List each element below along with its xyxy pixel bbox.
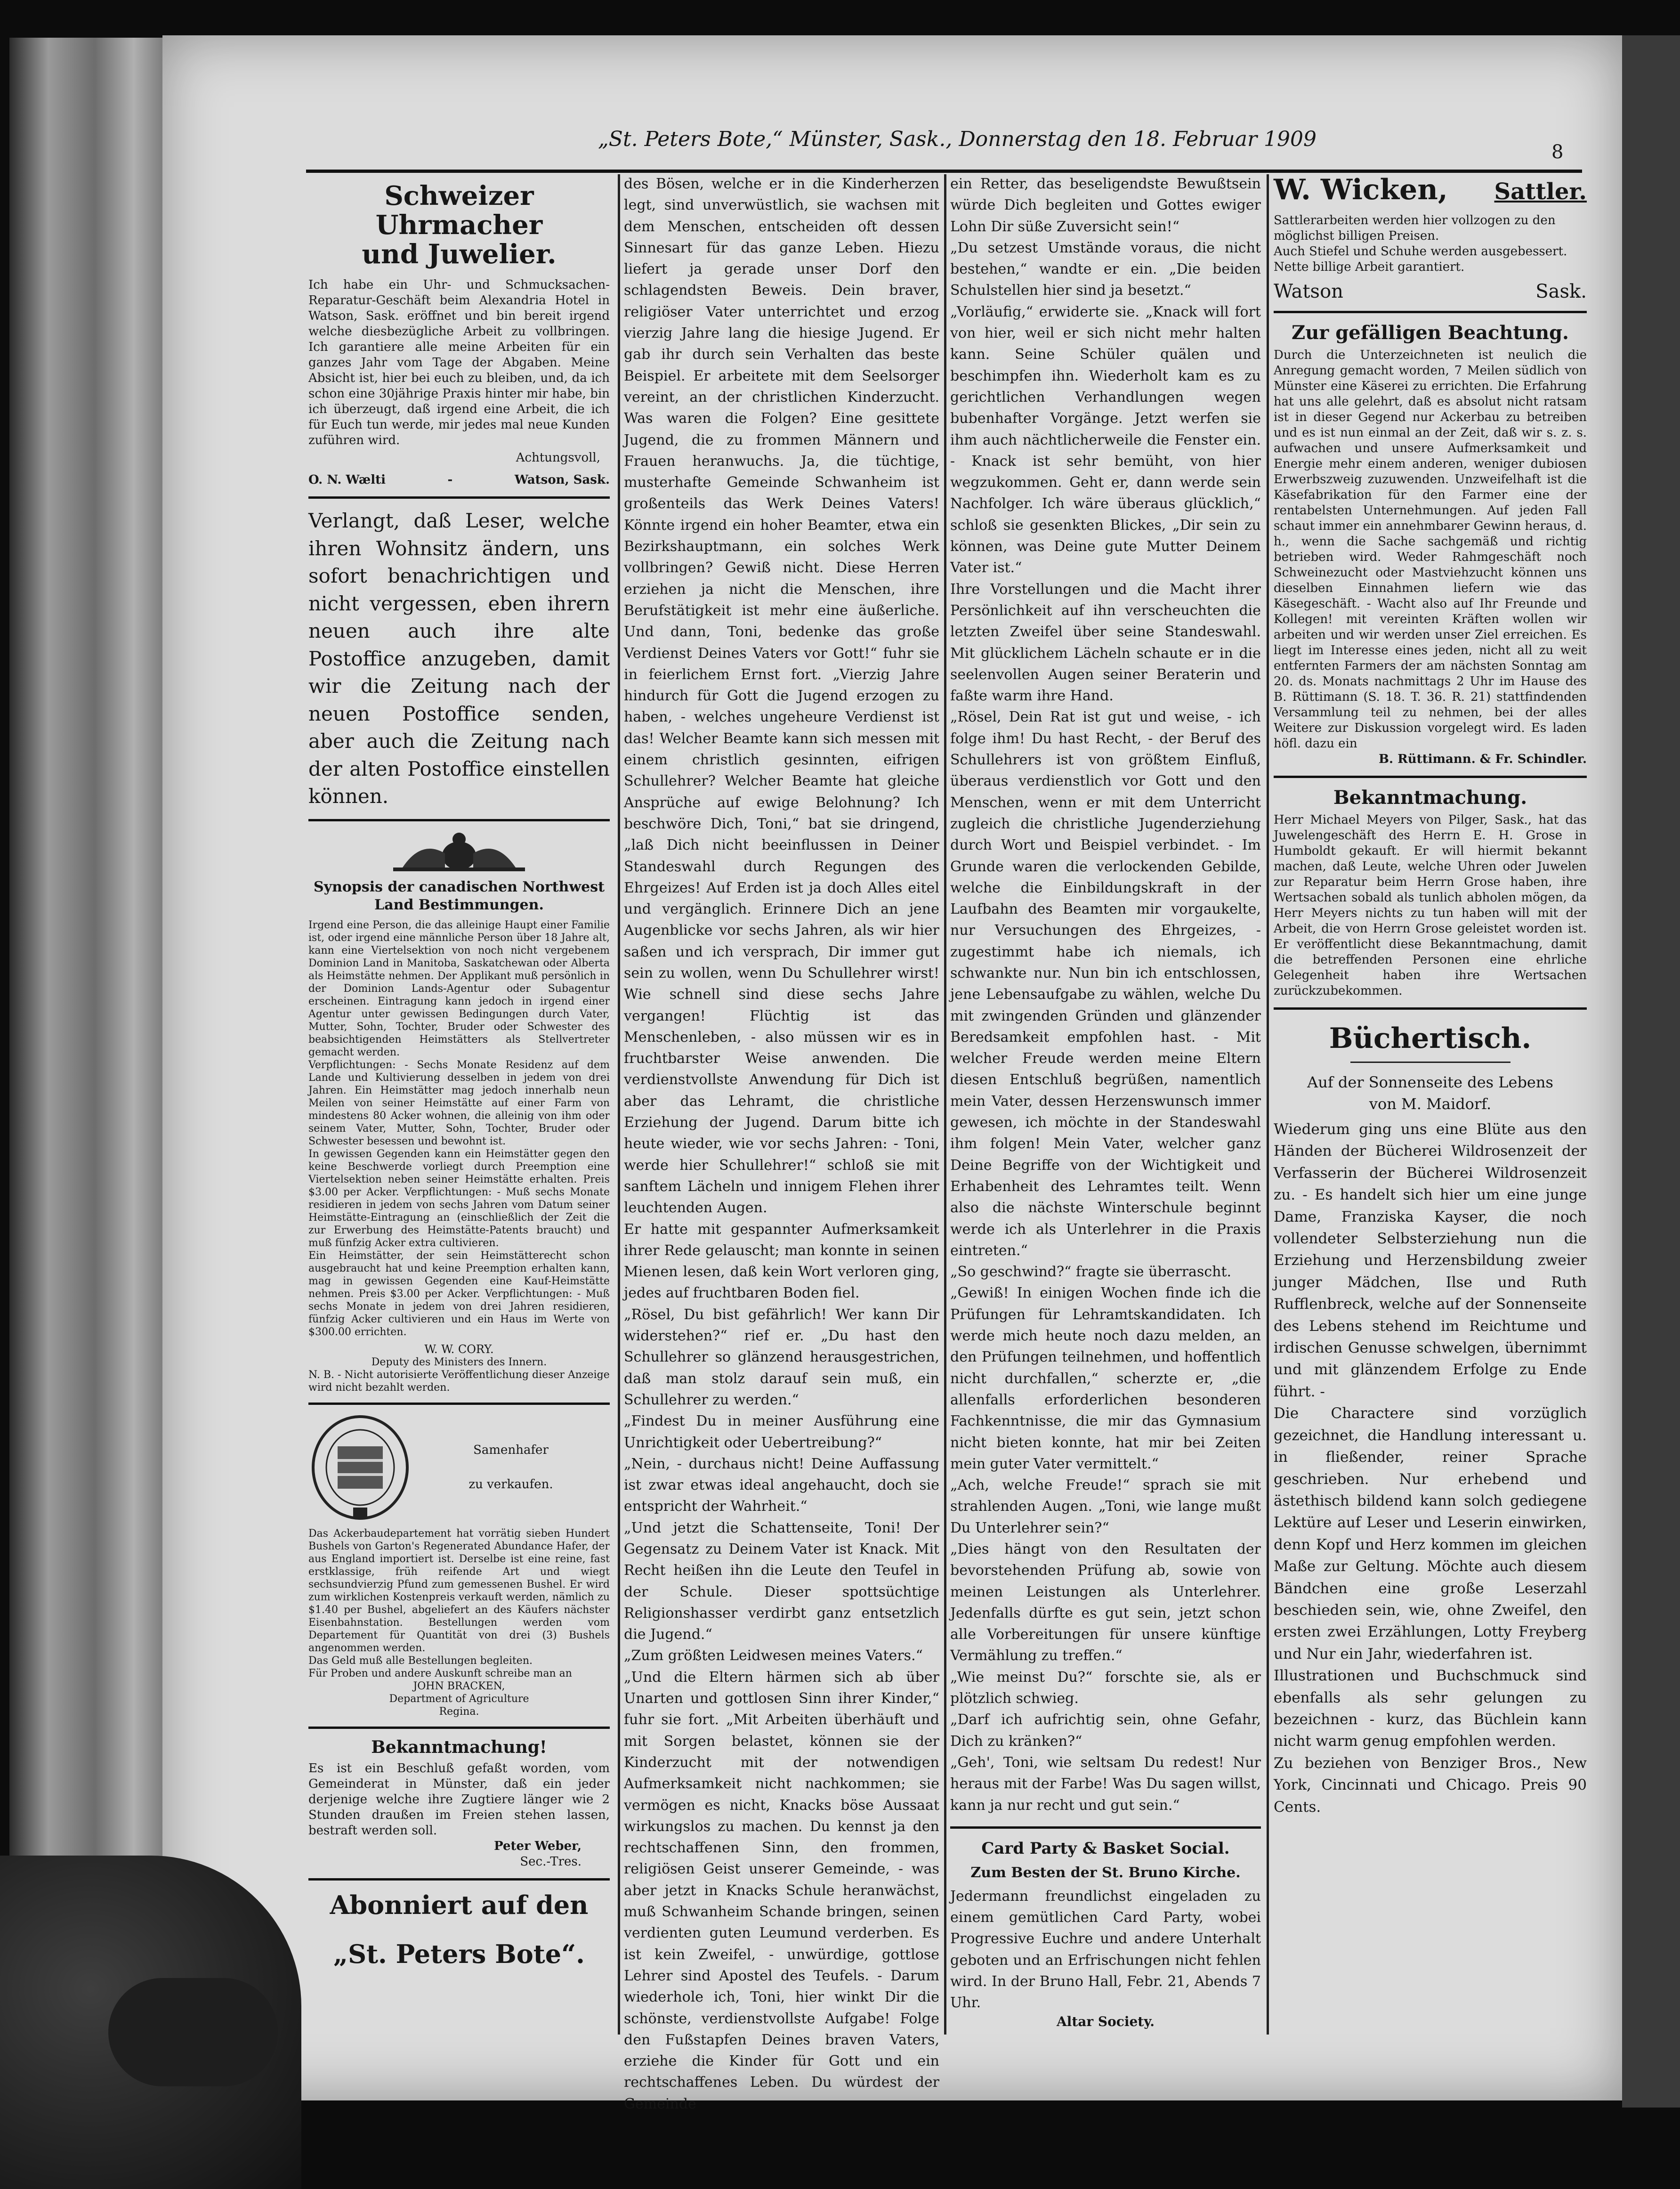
divider-rule [308,1727,610,1729]
column-divider-3 [1267,174,1269,2035]
bekanntmachung2-heading: Bekanntmachung. [1333,786,1527,809]
wicken-trade: Sattler. [1494,178,1587,205]
divider-rule [308,1403,610,1405]
card-party-heading: Card Party & Basket Social. [981,1839,1230,1858]
story-text-col2: des Bösen, welche er in die Kinderherzen legt, sind unverwüstlich, sie wachsen mit dem Menschen, entscheiden oft dessen Sinnesart für das ganze Leben. Hiezu liefert ja gerade unser Dorf den schlagendsten Beweis. Dein braver, religiöser Vater unterrichtet und erzog vierzig Jahre lang die hiesige Jugend. Er gab ihr durch sein Verhalten das beste Beispiel. Er arbeitete mit dem Seelsorger vereint, an der christlichen Kinderzucht. Was waren die Folgen? Eine gesittete Jugend, die zu frommen Männern und Frauen heranwuchs. Ja, die tüchtige, musterhafte Gemeinde Schwanheim ist großenteils das Werk Deines Vaters! Könnte irgend ein hoher Beamter, etwa ein Bezirkshauptmann, ein solches Werk vollbringen? Gewiß nicht. Diese Herren erziehen ja nicht die Menschen, ihre Berufstätigkeit ist mehr eine äußerliche. Und dann, Toni, bedenke das große Verdienst Deines Vaters vor Gott!“ fuhr sie in feierlichem Ernst fort. „Vierzig Jahre hindurch für Gott die Jugend erzogen zu haben, - welches ungeheure Verdienst ist das! Welcher Beamte kann sich messen mit einem christlich gesinnten, eifrigen Schullehrer? Welcher Beamte hat gleiche Ansprüche auf ewige Belohnung? Ich beschwöre Dich, Toni,“ bat sie dringend, „laß Dich nicht beeinflussen in Deiner Standeswahl durch Regungen des Ehrgeizes! Auf Erden ist ja doch Alles eitel und vergänglich. Erinnere Dich an jene Augenblicke vor sechs Jahren, als wir hier saßen und ich versprach, Dir immer gut sein zu wollen, wenn Du Schullehrer wirst! Wie schnell sind diese sechs Jahre vergangen! Flüchtig ist das Menschenleben, - also müssen wir es in fruchtbarster Weise anwenden. Die verdienstvollste Anwendung für Dich ist aber das Lehramt, die christliche Erziehung der Jugend. Darum bitte ich heute wieder, wie vor sechs Jahren: - Toni, werde hier Schullehrer!“ schloß sie mit sanftem Lächeln und innigem Flehen ihrer leuchtenden Augen. Er hatte mit gespannter Aufmerksamkeit ihrer Rede gelauscht; man konnte in seinen Mienen lesen, daß kein Wort verloren ging, jedes auf fruchtbaren Boden fiel. „Rösel, Du bist gefährlich! Wer kann Dir widerstehen?“ rief er. „Du hast den Schullehrer so glänzend herausgestrichen, daß man stolz darauf sein muß, ein Schullehrer zu werden.“ „Findest Du in meiner Ausführung eine Unrichtigkeit oder Uebertreibung?“ „Nein, - durchaus nicht! Deine Auffassung ist zwar etwas ideal angehaucht, doch sie entspricht der Wahrheit.“ „Und jetzt die Schattenseite, Toni! Der Gegensatz zu Deinem Vater ist Knack. Mit Recht heißen ihn die Leute den Teufel in der Schule. Dieser spottsüchtige Religionshasser verdirbt ganz entsetzlich die Jugend.“ „Zum größten Leidwesen meines Vaters.“ „Und die Eltern härmen sich ab über Unarten und gottlosen Sinn ihrer Kinder,“ fuhr sie fort. „Mit Arbeiten überhäuft und mit Sorgen belastet, können sie der Kinderzucht mit der notwendigen Aufmerksamkeit nicht nachkommen; sie vermögen es nicht, Knacks böse Aussaat wirkungslos zu machen. Du kennst ja den rechtschaffenen Sinn, den frommen, religiösen Geist unserer Gemeinde, - was aber jetzt in Knacks Schule heranwächst, muß Schwanheim Schande bringen, seinen verdienten guten Leumund verderben. Es ist kein Zweifel, - unwürdige, gottlose Lehrer sind Apostel des Teufels. - Darum wiederhole ich, Toni, hier winkt Dir die schönste, verdienstvollste Aufgabe! Folge den Fußstapfen Deines braven Vaters, erziehe die Kinder für Gott und ein rechtschaffenes Leben. Du würdest der Gemeinde [624,176,939,2112]
column-divider-1 [618,174,620,2035]
verlangt-notice: Verlangt, daß Leser, welche ihren Wohnsitz ändern, uns sofort benachrichtigen und nicht vergessen, eben ihrern neuen auch ihre alte Postoffice anzugeben, damit wir die Zeitung nach der neuen Postoffice senden, aber auch die Zeitung nach der alten Postoffice einstellen können. [308,509,610,808]
short-rule [1350,1062,1510,1063]
watchmaker-signature [308,472,610,488]
column-4 [1274,173,1587,2038]
saskatchewan-seal-icon [308,1413,412,1522]
wicken-place: Watson [1274,281,1343,302]
synopsis-body: Irgend eine Person, die das alleinige Haupt einer Familie ist, oder irgend eine männliche Person über 18 Jahre alt, kann eine Viertelsektion von noch nicht vergebenem Dominion Land in Manitoba, Saskatchewan oder Alberta als Heimstätte nehmen. Der Applikant muß persönlich in der Dominion Lands-Agentur oder Subagentur erscheinen. Eintragung kann jedoch in irgend einer Agentur unter gewissen Bedingungen durch Vater, Mutter, Sohn, Tochter, Bruder oder Schwester des beabsichtigenden Heimstätters als Stellvertreter gemacht werden. Verpflichtungen: - Sechs Monate Residenz auf dem Lande und Kultivierung desselben in jedem von drei Jahren. Ein Heimstätter mag jedoch innerhalb neun Meilen von seiner Heimstätte auf einer Farm von mindestens 80 Acker wohnen, die alleinig von ihm oder seinem Vater, Mutter, Sohn, Tochter, Bruder oder Schwester besessen und bewohnt ist. In gewissen Gegenden kann ein Heimstätter gegen den keine Beschwerde vorliegt durch Preemption eine Viertelsektion neben seiner Heimstätte erhalten. Preis $3.00 per Acker. Verpflichtungen: - Muß sechs Monate residieren in jedem von sechs Jahren vom Datum seiner Heimstätte-Eintragung an (einschließlich der Zeit die zur Erwerbung des Heimstätte-Patents braucht) und muß fünfzig Acker extra cultivieren. Ein Heimstätter, der sein Heimstätterecht schon ausgebraucht hat und keine Preemption erhalten kann, mag in gewissen Gegenden eine Kauf-Heimstätte nehmen. Preis $3.00 per Acker. Verpflichtungen: - Muß sechs Monate in jedem von drei Jahren residieren, fünfzig Acker cultivieren und ein Haus im Werte von $300.00 errichten. [308,919,610,1338]
buechertisch-subtitle: Auf der Sonnenseite des Lebens von M. Maidorf. [1307,1073,1553,1113]
seed-subtitle: zu verkaufen. [468,1477,553,1492]
divider-rule [1274,776,1587,778]
divider-rule [308,1878,610,1881]
wicken-province: Sask. [1535,281,1587,302]
seed-signature: JOHN BRACKEN, [413,1680,505,1692]
seed-ad-title-block [412,1443,610,1492]
bekanntmachung-heading: Bekanntmachung! [371,1737,547,1757]
bekanntmachung-signature: Peter Weber, [494,1839,582,1853]
divider-rule [1274,311,1587,313]
running-title: „St. Peters Bote,“ Münster, Sask., Donnerstag den 18. Februar 1909 [598,127,1317,151]
watchmaker-body: Ich habe ein Uhr- und Schmucksachen-Reparatur-Geschäft beim Alexandria Hotel in Watson, Sask. eröffnet und bin bereit irgend welche diesbezügliche Arbeit zu vollbringen. Ich garantiere alle meine Arbeiten für ein ganzes Jahr vom Tage der Abgaben. Meine Absicht ist, hier bei euch zu bleiben, und, da ich schon eine 30jährige Praxis hinter mir habe, bin ich überzeugt, daß irgend eine Arbeit, die ich für Euch tun werde, mir jedes mal neue Kunden zuführen wird. [308,278,610,447]
synopsis-signature: W. W. CORY. [424,1342,494,1356]
beachtung-signature: B. Rüttimann. & Fr. Schindler. [1379,752,1587,766]
wicken-heading [1274,173,1587,206]
watchmaker-closing: Achtungsvoll, [516,451,600,465]
watchmaker-name: O. N. Wælti [308,473,386,487]
divider-rule [950,1826,1261,1829]
abonniert-line2: „St. Peters Bote“. [333,1938,585,1969]
column-2 [624,173,939,2112]
top-rule [306,170,1582,173]
signature-dash: - [447,473,453,487]
watchmaker-place: Watson, Sask. [514,473,610,487]
watchmaker-heading: Schweizer Uhrmacher und Juwelier. [362,180,557,270]
seed-signature-dept: Department of Agriculture [389,1693,529,1705]
divider-rule [308,819,610,821]
page-number: 8 [1551,141,1564,163]
card-party-body: Jedermann freundlichst eingeladen zu einem gemütlichen Card Party, wobei Progressive Euchre und andere Unterhalt geboten und an Erfrischungen nicht fehlen wird. In der Bruno Hall, Febr. 21, Abends 7 Uhr. [950,1888,1261,2011]
page-stack-edge [9,38,165,2119]
wicken-body: Sattlerarbeiten werden hier vollzogen zu den möglichst billigen Preisen. Auch Stiefel und Schuhe werden ausgebessert. Nette billige Arbeit garantiert. [1274,213,1567,274]
synopsis-heading: Synopsis der canadischen Northwest Land Bestimmungen. [313,878,605,913]
abonniert-line1: Abonniert auf den [330,1889,589,1920]
synopsis-note: N. B. - Nicht autorisierte Veröffentlichung dieser Anzeige wird nicht bezahlt werden. [308,1369,610,1394]
wicken-name: W. Wicken, [1274,173,1448,206]
story-text-col3: ein Retter, das beseligendste Bewußtsein würde Dich begleiten und Gottes ewiger Lohn Dir süße Zuversicht sein!“ „Du setzest Umstände voraus, die nicht bestehen,“ wandte er ein. „Die beiden Schulstellen hier sind ja besetzt.“ „Vorläufig,“ erwiderte sie. „Knack will fort von hier, weil er sich nicht mehr halten kann. Seine Schüler quälen und beschimpfen ihn. Wiederholt kam es zu gerichtlichen Verhandlungen wegen bubenhafter Vorgänge. Jetzt werfen sie ihm auch nächtlicherweile die Fenster ein. - Knack ist sehr bemüht, von hier wegzukommen. Geht er, dann werde sein Nachfolger. Ich wäre überaus glücklich,“ schloß sie gesenkten Blickes, „Dir sein zu können, was Deine gute Mutter Deinem Vater ist.“ Ihre Vorstellungen und die Macht ihrer Persönlichkeit auf ihn verscheuchten die letzten Zweifel über seine Standeswahl. Mit glücklichem Lächeln schaute er in die seelenvollen Augen seiner Beraterin und faßte warm ihre Hand. „Rösel, Dein Rat ist gut und weise, - ich folge ihm! Du hast Recht, - der Beruf des Schullehrers ist von größtem Einfluß, überaus verdienstlich vor Gott und den Menschen, wenn er mit dem Unterricht zugleich die christliche Jugenderziehung durch Wort und Beispiel verbindet. - Im Grunde waren die verlockenden Gebilde, welche die Einbildungskraft in der Laufbahn des Beamten mir vorgaukelte, nur Versuchungen des Ehrgeizes, - zugestimmt habe ich niemals, ich schwankte nur. Nun bin ich entschlossen, jene Lebensaufgabe zu wählen, welche Du mit zwingenden Gründen und glänzender Beredsamkeit empfohlen hast. - Mit welcher Freude werden meine Eltern diesen Entschluß begrüßen, namentlich mein Vater, dessen Herzenswunsch immer gewesen, ich möchte in der Standeswahl ihm folgen! Mein Vater, welcher ganz Deine Begriffe von der Wichtigkeit und Erhabenheit des Lehramtes teilt. Wenn also die nächste Winterschule beginnt werde ich als Unterlehrer in die Praxis eintreten.“ „So geschwind?“ fragte sie überrascht. „Gewiß! In einigen Wochen finde ich die Prüfungen für Lehramtskandidaten. Ich werde mich heute noch dazu melden, an den Prüfungen teilnehmen, und hoffentlich nicht durchfallen,“ scherzte er, „die allenfalls erforderlichen besonderen Fachkenntnisse, die mir das Gymnasium nicht bieten konnte, hat mir bei Zeiten mein guter Vater vermittelt.“ „Ach, welche Freude!“ sprach sie mit strahlenden Augen. „Toni, wie lange mußt Du Unterlehrer sein?“ „Dies hängt von den Resultaten der bevorstehenden Prüfung ab, sowie von meinen Leistungen als Unterlehrer. Jedenfalls dürfte es gut sein, jetzt schon alle Vorbereitungen für unsere künftige Vermählung zu treffen.“ „Wie meinst Du?“ forschte sie, als er plötzlich schwieg. „Darf ich aufrichtig sein, ohne Gefahr, Dich zu kränken?“ „Geh', Toni, wie seltsam Du redest! Nur heraus mit der Farbe! Was Du sagen willst, kann ja nur recht und gut sein.“ [950,176,1261,1814]
synopsis-signature-title: Deputy des Ministers des Innern. [371,1356,547,1368]
crest-icon [308,830,610,875]
seed-ad-header [308,1413,610,1522]
seed-body: Das Ackerbaudepartement hat vorrätig sieben Hundert Bushels von Garton's Regenerated Abundance Hafer, der aus England importiert ist. Derselbe ist eine reine, fast erstklassige, früh reifende Art und wiegt sechsundvierzig Pfund zum gemessenen Bushel. Er wird zum wirklichen Kostenpreis verkauft werden, nämlich zu $1.40 per Bushel, abgeliefert an des Käufers nächster Eisenbahnstation. Bestellungen werden vom Departement für Quantität von drei (3) Bushels angenommen werden. Das Geld muß alle Bestellungen begleiten. Für Proben und andere Auskunft schreibe man an [308,1527,610,1679]
card-party-subtitle: Zum Besten der St. Bruno Kirche. [970,1864,1241,1881]
bekanntmachung2-body: Herr Michael Meyers von Pilger, Sask., hat das Juwelengeschäft des Herrn E. H. Grose in Humboldt gekauft. Er will hiermit bekannt machen, daß Leute, welche Uhren oder Juwelen zur Reparatur beim Herrn Grose haben, ihre Wertsachen sobald als tunlich abholen mögen, da Herr Meyers nichts zu tun haben will mit der Arbeit, die von Herrn Grose geleistet worden ist. Er veröffentlicht diese Bekanntmachung, damit die betreffenden Personen eine ehrliche Gelegenheit haben ihre Wertsachen zurückzubekommen. [1274,813,1587,998]
bekanntmachung-body: Es ist ein Beschluß gefaßt worden, vom Gemeinderat in Münster, daß ein jeder derjenige welche ihre Zugtiere länger wie 2 Stunden draußen im Freien stehen lassen, bestraft werden soll. [308,1761,610,1838]
divider-rule [1274,1007,1587,1010]
buechertisch-body: Wiederum ging uns eine Blüte aus den Händen der Bücherei Wildrosenzeit der Verfasserin der Bücherei Wildrosenzeit zu. - Es handelt sich hier um eine junge Dame, Franziska Kayser, die noch vollendeter Selbsterziehung nun die Erziehung und Herzensbildung zweier junger Mädchen, Ilse und Ruth Rufflenbreck, welche auf der Sonnenseite des Lebens stehend im Reichtume und irdischen Genusse schwelgen, übernimmt und mit glänzendem Erfolge zu Ende führt. - Die Charactere sind vorzüglich gezeichnet, die Handlung interessant u. in fließender, reiner Sprache geschrieben. Nur erhebend und ästethisch bildend kann solch gediegene Lektüre auf Leser und Leserin einwirken, denn Kopf und Herz kommen im gleichen Maße zur Geltung. Möchte auch diesem Bändchen eine große Leserzahl beschieden sein, wie, ohne Zweifel, den ersten zwei Erzählungen, Lotty Freyberg und Nur ein Jahr, wiederfahren ist. Illustrationen und Buchschmuck sind ebenfalls als sehr gelungen zu bezeichnen - kurz, das Büchlein kann nicht warm genug empfohlen werden. Zu beziehen von Benziger Bros., New York, Cincinnati und Chicago. Preis 90 Cents. [1274,1121,1587,1816]
finger-shadow [108,1978,278,2086]
bekanntmachung-signature-title: Sec.-Tres. [520,1854,582,1869]
column-divider-2 [944,174,946,2035]
binding-shadow [1622,35,1680,2108]
seed-title: Samenhafer [473,1443,549,1457]
column-3 [950,173,1261,2038]
card-party-signature: Altar Society. [1056,2013,1155,2029]
column-1 [308,181,610,2037]
buechertisch-heading: Büchertisch. [1329,1022,1532,1055]
beachtung-body: Durch die Unterzeichneten ist neulich die Anregung gemacht worden, 7 Meilen südlich von Münster eine Käserei zu errichten. Die Erfahrung hat uns alle gelehrt, daß es absolut nicht ratsam ist in dieser Gegend nur Ackerbau zu betreiben und es ist nun einmal an der Zeit, daß wir s. z. s. aufwachen und unsere Aufmerksamkeit und Energie mehr einem anderen, weniger dubiosen Erwerbszweig zuzuwenden. Unzweifelhaft ist die Käsefabrikation für den Farmer eine der rentabelsten Unternehmungen. Auf jeden Fall schaut immer ein annehmbarer Gewinn heraus, d. h., wenn die Sache sachgemäß und richtig betrieben wird. Weder Rahmgeschäft noch Schweinezucht oder Mastviehzucht können uns dieselben Einnahmen liefern wie das Käsegeschäft. - Wacht also auf Ihr Freunde und Kollegen! mit vereinten Kräften wollen wir arbeiten und wir werden unser Ziel erreichen. Es liegt im Interesse eines jeden, nicht all zu weit entfernten Farmers der am nächsten Sonntag am 20. ds. Monats nachmittags 2 Uhr im Hause des B. Rüttimann (S. 18. T. 36. R. 21) stattfindenden Versammlung teil zu nehmen, bei der alles Weitere zur Diskussion vorgelegt wird. Es laden höfl. dazu ein [1274,348,1587,751]
divider-rule [308,496,610,499]
beachtung-heading: Zur gefälligen Beachtung. [1292,322,1569,344]
seed-signature-city: Regina. [439,1705,479,1718]
wicken-location [1274,281,1587,302]
